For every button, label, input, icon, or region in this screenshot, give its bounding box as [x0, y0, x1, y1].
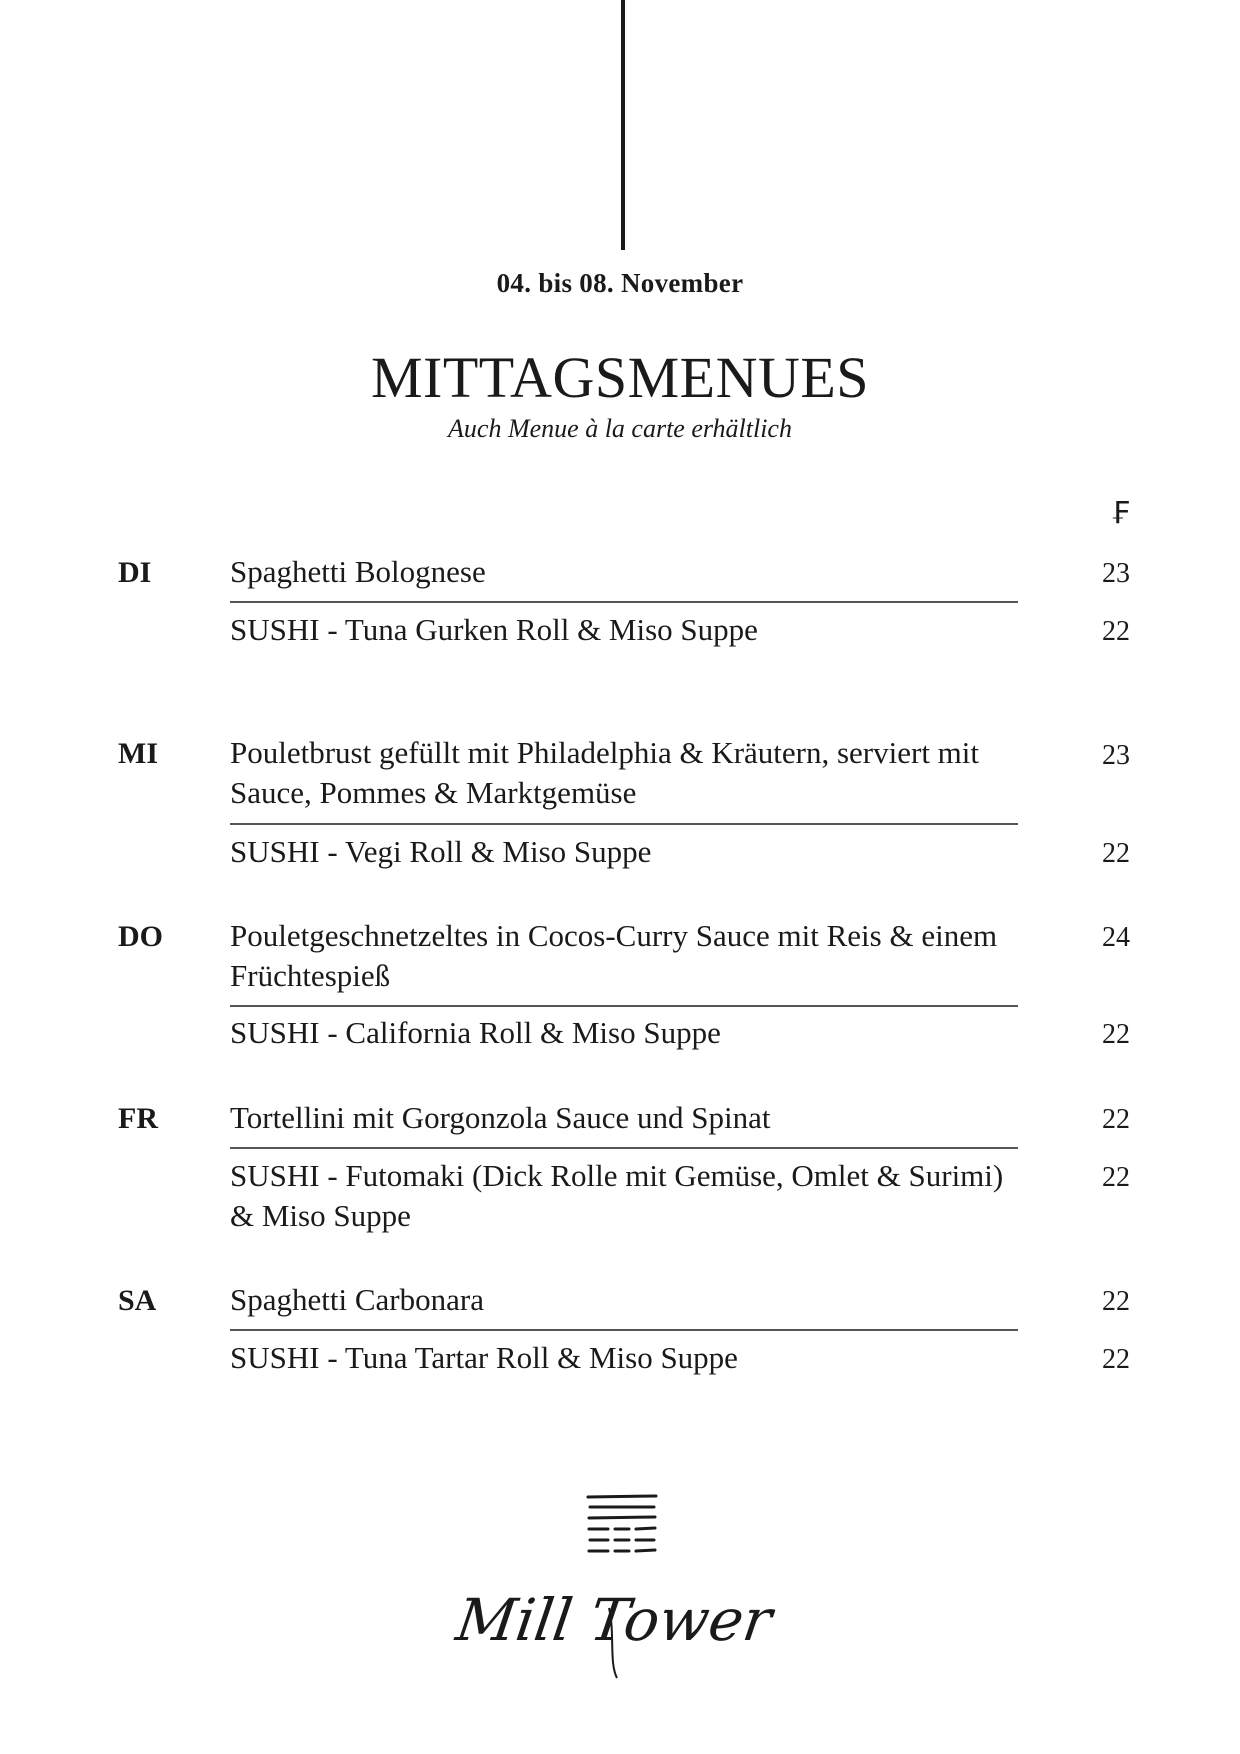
page-title: MITTAGSMENUES [370, 345, 870, 410]
day-label-sa: SA [118, 1284, 157, 1317]
menu-item-name: Spaghetti Bolognese [230, 554, 486, 589]
menu-item-price: 23 [1102, 740, 1130, 771]
day-label-fr: FR [118, 1102, 158, 1135]
top-vertical-rule [621, 0, 625, 250]
divider [230, 1147, 1018, 1149]
day-label-mi: MI [118, 737, 158, 770]
menu-item-price: 22 [1102, 838, 1130, 869]
menu-item-name: SUSHI - California Roll & Miso Suppe [230, 1015, 721, 1050]
menu-item-name: SUSHI - Vegi Roll & Miso Suppe [230, 834, 652, 869]
divider [230, 601, 1018, 603]
day-label-di: DI [118, 556, 152, 589]
menu-item-price: 22 [1102, 1162, 1130, 1193]
menu-item-name: Tortellini mit Gorgonzola Sauce und Spinat [230, 1100, 771, 1135]
divider [230, 1329, 1018, 1331]
logo-wordmark: Mill Tower [452, 1586, 776, 1654]
divider [230, 1005, 1018, 1007]
mill-tower-logo [452, 1578, 776, 1688]
page-subtitle: Auch Menue à la carte erhältlich [448, 414, 792, 443]
menu-item-price: 23 [1102, 558, 1130, 589]
menu-item-price: 24 [1102, 922, 1130, 953]
divider [230, 823, 1018, 825]
menu-item-price: 22 [1102, 1286, 1130, 1317]
date-range: 04. bis 08. November [496, 268, 744, 298]
menu-item-name: Pouletbrust gefüllt mit Philadelphia & Kräutern, serviert mit Sauce, Pommes & Marktgemüse [230, 735, 980, 810]
menu-item-name: Pouletgeschnetzeltes in Cocos-Curry Sauce mit Reis & einem Früchtespieß [230, 918, 998, 993]
currency-symbol: ₣ [1110, 496, 1130, 531]
tower-logo-icon [586, 1493, 658, 1561]
menu-item-price: 22 [1102, 1344, 1130, 1375]
day-label-do: DO [118, 920, 163, 953]
menu-item-name: SUSHI - Tuna Gurken Roll & Miso Suppe [230, 612, 758, 647]
menu-item-name: SUSHI - Tuna Tartar Roll & Miso Suppe [230, 1340, 738, 1375]
menu-item-price: 22 [1102, 1104, 1130, 1135]
menu-item-price: 22 [1102, 616, 1130, 647]
menu-item-price: 22 [1102, 1019, 1130, 1050]
brand-logo [0, 1578, 1240, 1692]
menu-item-name: SUSHI - Futomaki (Dick Rolle mit Gemüse, Omlet & Surimi) & Miso Suppe [230, 1158, 1004, 1233]
menu-item-name: Spaghetti Carbonara [230, 1282, 484, 1317]
